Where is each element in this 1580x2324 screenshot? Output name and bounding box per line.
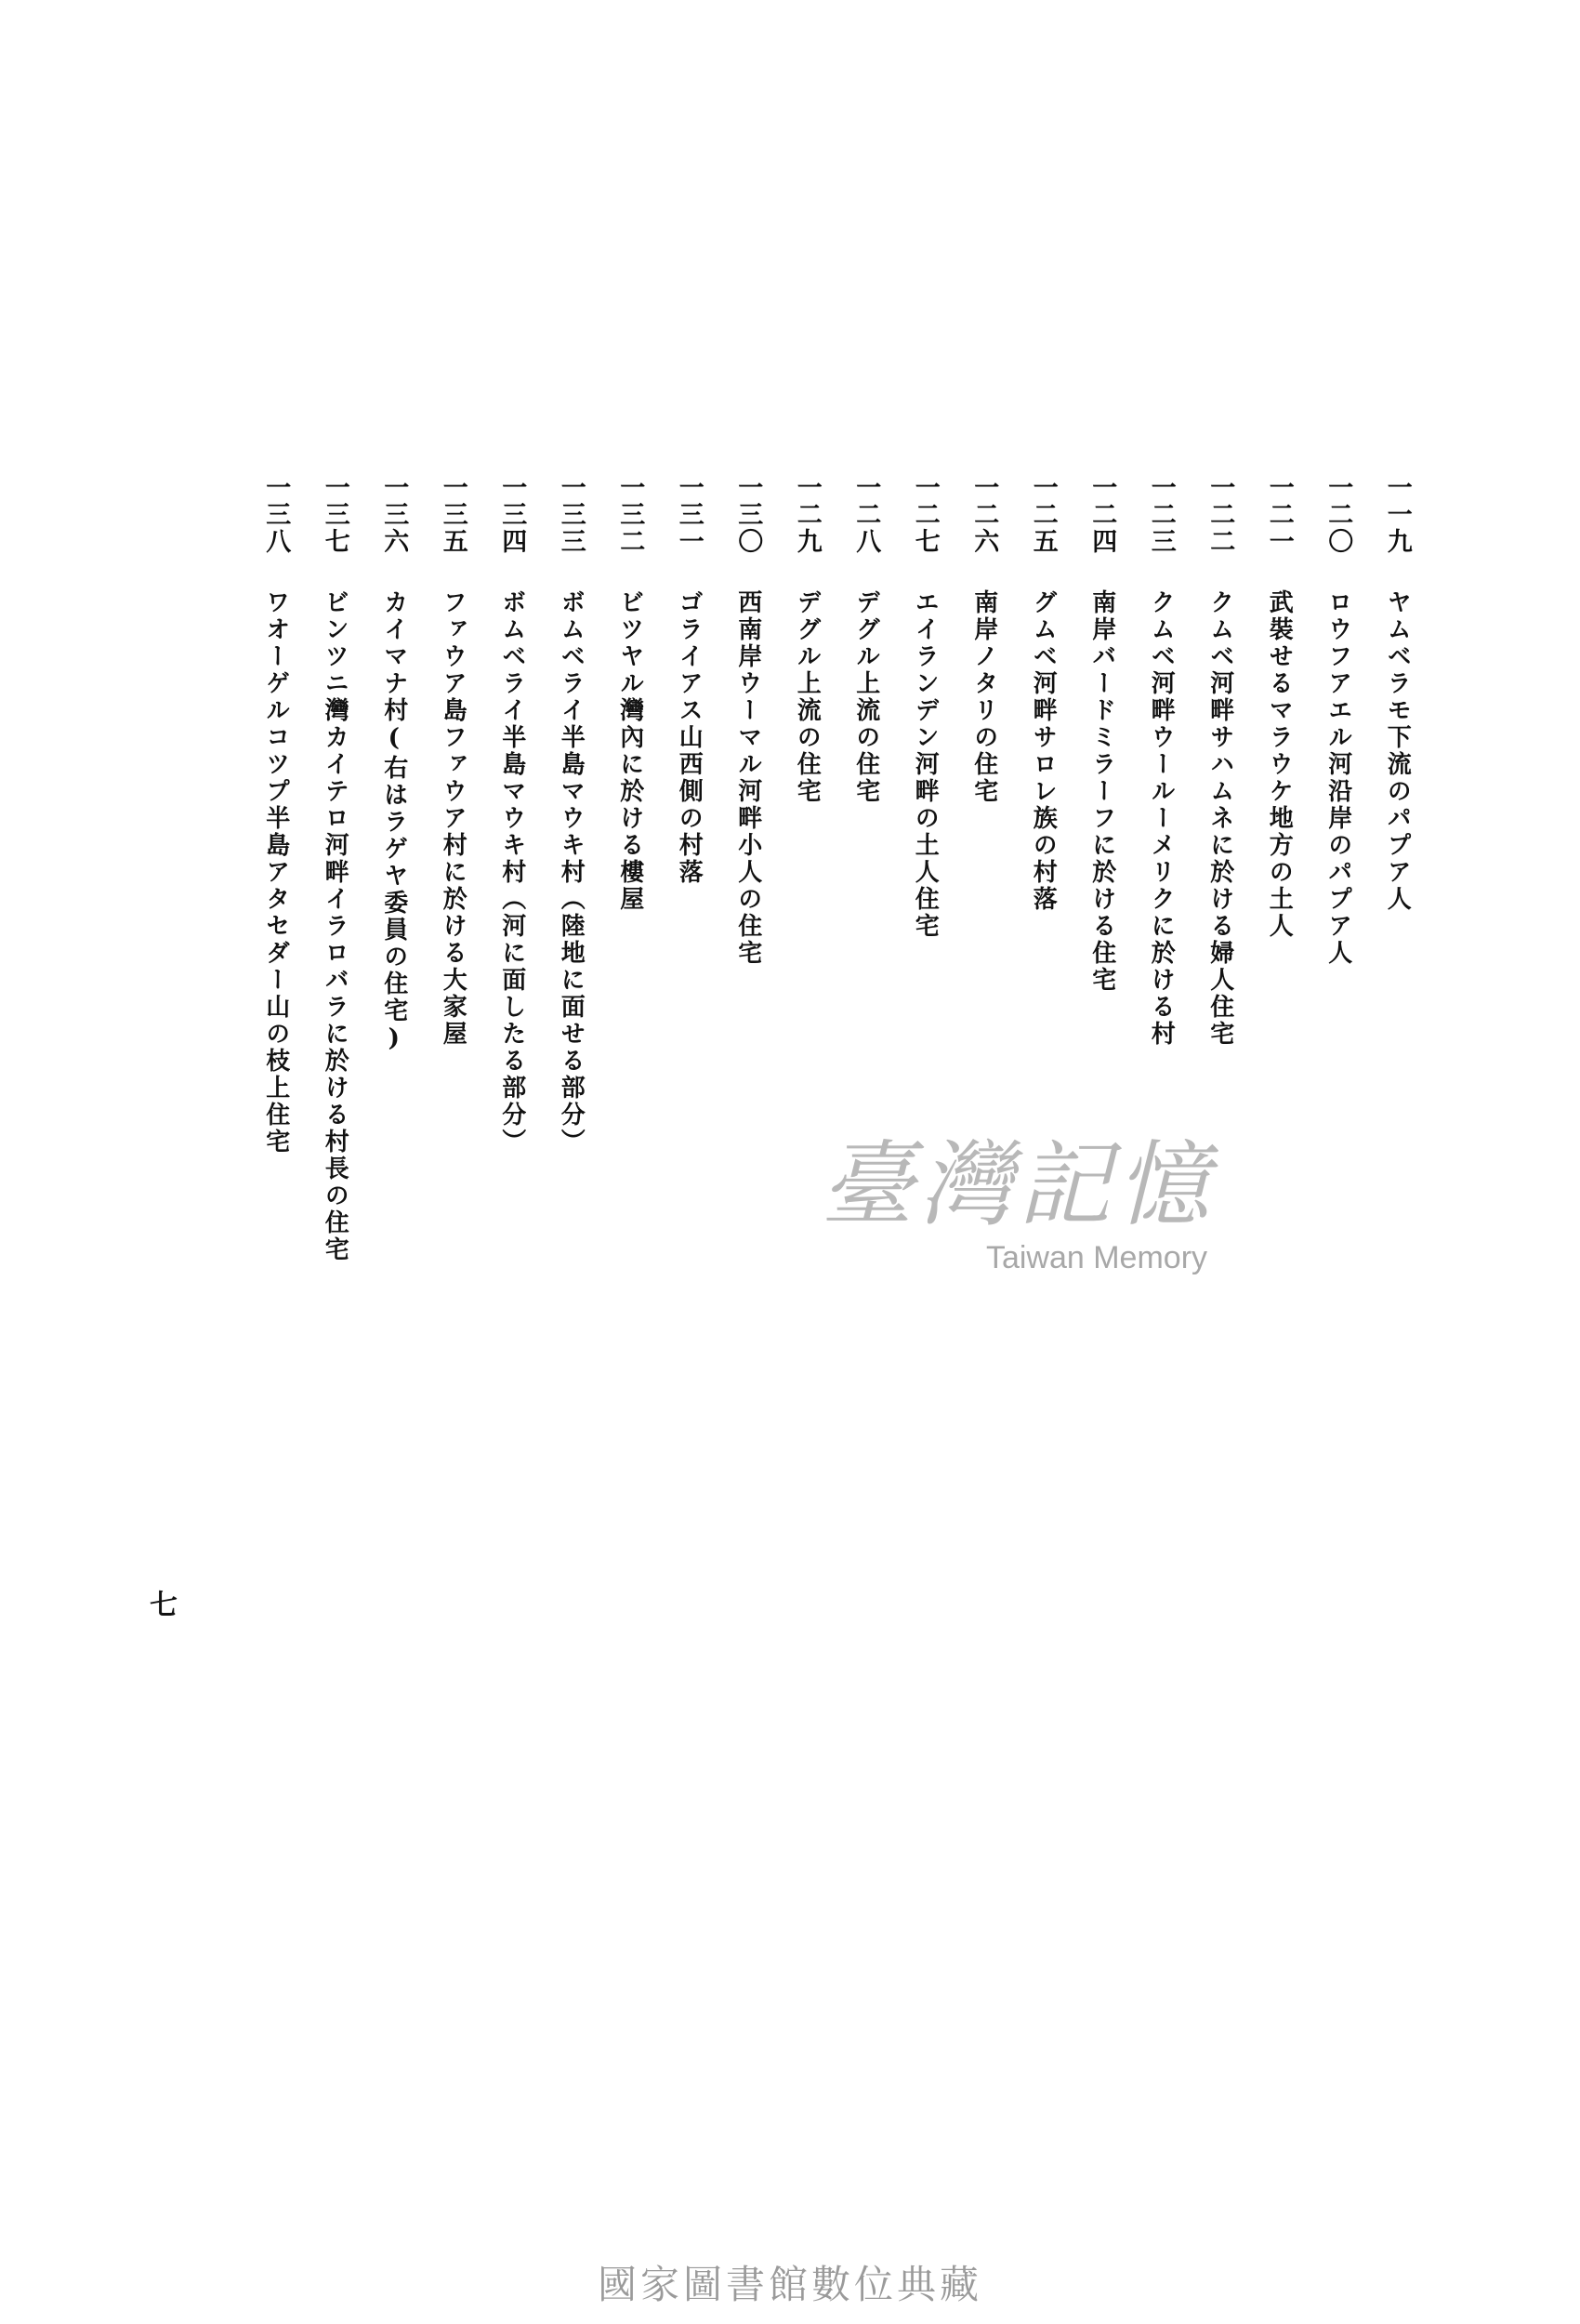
figure-caption-text: ヤムベラモ下流のパプア人 [1383, 589, 1412, 913]
footer-collection-label: 國家圖書館數位典藏 [597, 2262, 982, 2307]
figure-number: 一一九 [1382, 474, 1412, 555]
figure-caption-text: ボムベライ半島マウキ村（河に面したる部分） [497, 589, 526, 1155]
figure-caption-text: クムベ河畔サハムネに於ける婦人住宅 [1205, 589, 1234, 1048]
figure-caption [542, 474, 601, 1404]
figure-number: 一二〇 [1323, 474, 1353, 555]
figure-caption-text: ワオーゲルコツプ半島アタセダー山の枝上住宅 [261, 589, 290, 1155]
figure-caption [600, 474, 660, 1404]
figure-caption-text: 南岸ノタリの住宅 [969, 589, 998, 805]
figure-caption [660, 474, 719, 1404]
figure-caption [306, 474, 365, 1404]
figure-caption [718, 474, 778, 1404]
figure-number: 一三四 [497, 474, 527, 555]
figure-caption-text: デグル上流の住宅 [793, 589, 822, 805]
figure-number: 一二六 [969, 474, 999, 555]
figure-caption-text: 南岸バードミラーフに於ける住宅 [1087, 589, 1116, 994]
figure-number: 一三三 [556, 474, 586, 555]
figure-caption [364, 474, 424, 1404]
figure-number: 一三七 [320, 474, 349, 555]
figure-caption-text: ロウフアエル河沿岸のパプア人 [1323, 589, 1352, 967]
figure-number: 一三六 [379, 474, 409, 555]
figure-number: 一三〇 [733, 474, 763, 555]
figure-caption-text: ボムベライ半島マウキ村（陸地に面せる部分） [557, 589, 586, 1155]
figure-caption [246, 474, 306, 1404]
figure-caption-text: ビツヤル灣內に於ける樓屋 [615, 589, 644, 913]
page-number: 七 [144, 1590, 177, 1618]
figure-caption-text: ファウア島ファウア村に於ける大家屋 [439, 589, 467, 1048]
figure-caption [482, 474, 542, 1404]
figure-caption-text: エイランデン河畔の土人住宅 [911, 589, 940, 940]
figure-number: 一二四 [1087, 474, 1117, 555]
figure-caption [424, 474, 483, 1404]
figure-number: 一二三 [1146, 474, 1176, 555]
figure-caption-text: 西南岸ウーマル河畔小人の住宅 [733, 589, 762, 967]
figure-caption-text: ゴライアス山西側の村落 [675, 589, 704, 886]
figure-number: 一二一 [1264, 474, 1294, 555]
figure-number: 一二九 [792, 474, 822, 555]
figure-caption-text: 武裝せるマラウケ地方の土人 [1265, 589, 1294, 940]
figure-caption-text: クムベ河畔ウールーメリクに於ける村 [1147, 589, 1176, 1048]
figure-number: 一三五 [438, 474, 467, 555]
figure-caption-text: デグル上流の住宅 [851, 589, 880, 805]
figure-caption [1368, 474, 1428, 1404]
figure-number: 一二五 [1028, 474, 1058, 555]
watermark-en: Taiwan Memory [985, 1240, 1208, 1275]
figure-number: 一二八 [851, 474, 881, 555]
figure-number: 一三一 [674, 474, 704, 555]
taiwan-memory-watermark [776, 1130, 1259, 1320]
figure-caption-text: ビンツニ灣カイテロ河畔イラロバラに於ける村長の住宅 [321, 589, 349, 1263]
figure-number: 一三八 [261, 474, 291, 555]
figure-number: 一二七 [910, 474, 940, 555]
figure-number: 一二二 [1205, 474, 1235, 555]
figure-caption [1309, 474, 1368, 1404]
figure-caption-text: カイマナ村(右はラゲヤ委員の住宅) [379, 589, 408, 1055]
figure-number: 一三二 [615, 474, 645, 555]
figure-caption-text: グムベ河畔サロレ族の村落 [1029, 589, 1058, 913]
watermark-cjk: 臺灣記憶 [821, 1130, 1215, 1239]
